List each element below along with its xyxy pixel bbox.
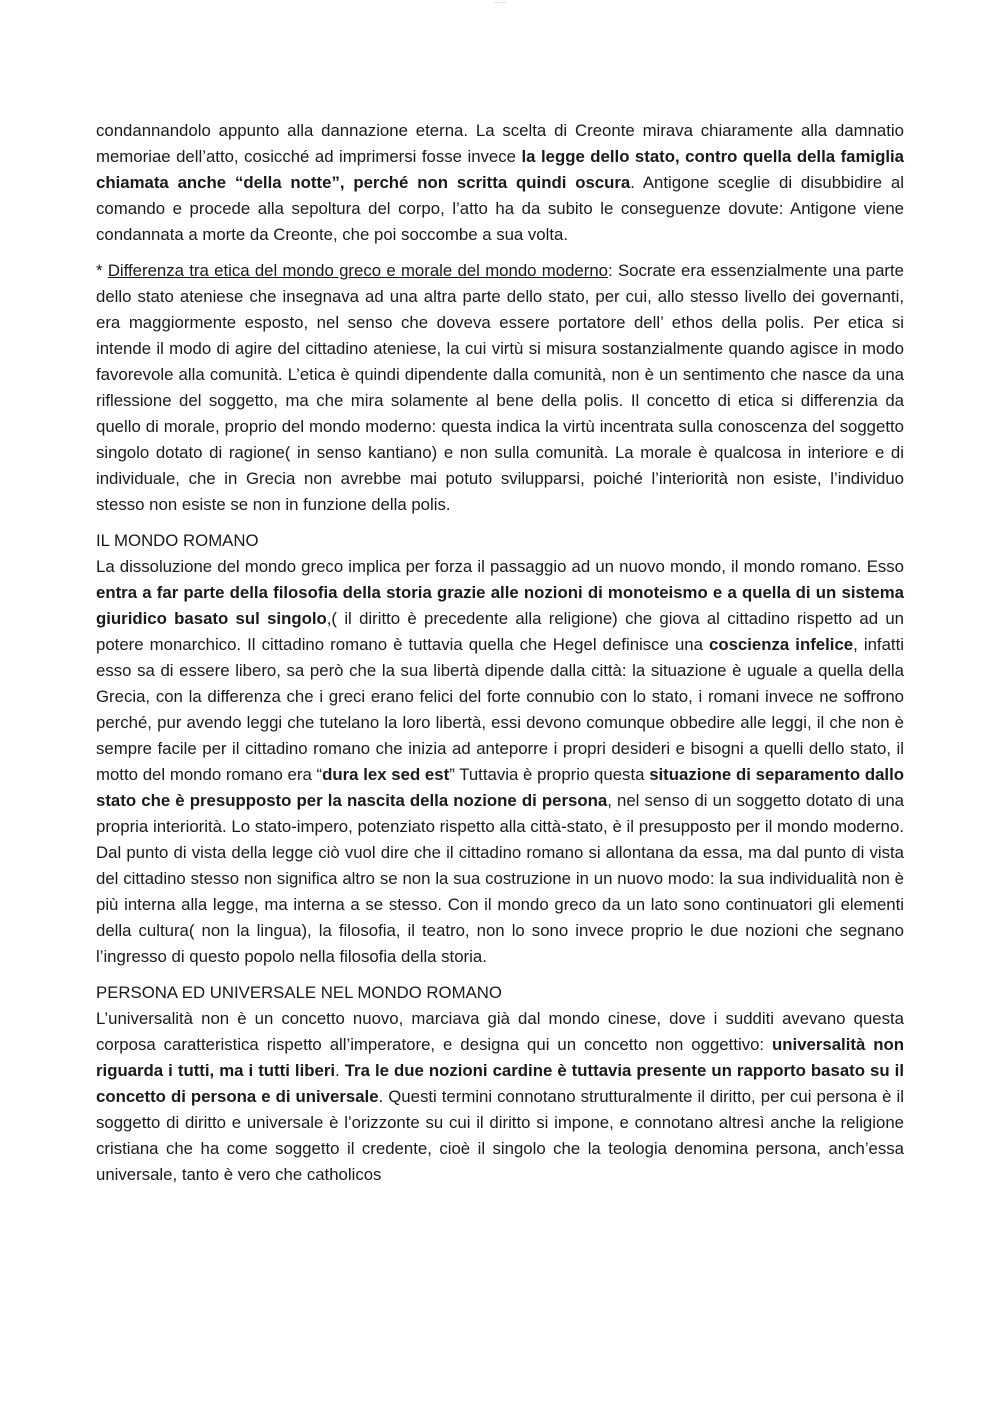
text-run: ” Tuttavia è proprio questa: [449, 765, 650, 784]
text-run: La dissoluzione del mondo greco implica per forza il passaggio ad un nuovo mondo, il mondo romano. Esso: [96, 557, 904, 576]
section-heading-persona-universale: PERSONA ED UNIVERSALE NEL MONDO ROMANO: [96, 983, 502, 1002]
text-run: , infatti esso sa di essere libero, sa però che la sua libertà dipende dalla città: la situazione è uguale a quella della Grecia, con la differenza che i greci erano felici del forte connubio con lo stato, i romani invece ne soffrono perché, pur avendo leggi che tutelano la loro libertà, essi devono comunque obbedire alle leggi, il che non è sempre facile per il cittadino romano che inizia ad anteporre i propri desideri e bisogni a quelli dello stato, il motto del mondo romano era “: [96, 635, 904, 784]
document-body: [96, 118, 904, 1188]
underlined-run: Differenza tra etica del mondo greco e morale del mondo moderno: [107, 261, 609, 280]
header-mark: — —: [494, 0, 506, 6]
bold-run: universalità non riguarda i tutti, ma i tutti liberi: [96, 1035, 905, 1080]
text-run: . Questi termini connotano strutturalmente il diritto, per cui persona è il soggetto di diritto e universale è l’orizzonte su cui il diritto si impone, e connotano altresì anche la religione cristiana che ha come soggetto il credente, cioè il singolo che la teologia denomina persona, anch’essa universale, tanto è vero che catholicos: [96, 1087, 904, 1184]
paragraph-persona-universale: [96, 1006, 904, 1188]
text-run: . Antigone sceglie di disubbidire al comando e procede alla sepoltura del corpo, l’atto ha da subito le conseguenze dovute: Antigone viene condannata a morte da Creonte, che poi soccombe a sua volta.: [96, 173, 904, 244]
paragraph-etica-morale: [96, 258, 904, 518]
paragraph-mondo-romano: [96, 554, 904, 970]
bullet-star: *: [96, 261, 108, 280]
paragraph-antigone: [96, 118, 904, 248]
bold-run: dura lex sed est: [322, 765, 450, 784]
text-run: .: [335, 1061, 345, 1080]
bold-run: situazione di separamento dallo stato che è presupposto per la nascita della nozione di persona: [96, 765, 904, 810]
bold-run: entra a far parte della filosofia della storia grazie alle nozioni di monoteismo e a quella di un sistema giuridico basato sul singolo: [96, 583, 904, 628]
text-run: L’universalità non è un concetto nuovo, marciava già dal mondo cinese, dove i sudditi avevano questa corposa caratteristica rispetto all’imperatore, e designa qui un concetto non oggettivo:: [96, 1009, 904, 1054]
section-heading-mondo-romano: IL MONDO ROMANO: [96, 531, 259, 550]
text-run: : Socrate era essenzialmente una parte dello stato ateniese che insegnava ad una altra parte dello stato, per cui, allo stesso livello dei governanti, era maggiormente esposto, nel senso che doveva essere portatore dell’ ethos della polis. Per etica si intende il modo di agire del cittadino ateniese, la cui virtù si misura sostanzialmente quando agisce in modo favorevole alla comunità. L’etica è quindi dipendente dalla comunità, non è un sentimento che nasce da una riflessione del soggetto, ma che mira solamente al bene della polis. Il concetto di etica si differenzia da quello di morale, proprio del mondo moderno: questa indica la virtù incentrata sulla conoscenza del soggetto singolo dotato di ragione( in senso kantiano) e non sulla comunità. La morale è qualcosa in interiore e di individuale, che in Grecia non avrebbe mai potuto svilupparsi, poiché l’interiorità non esiste, l’individuo stesso non esiste se non in funzione della polis.: [96, 261, 904, 514]
text-run: , nel senso di un soggetto dotato di una propria interiorità. Lo stato-impero, potenziato rispetto alla città-stato, è il presupposto per il mondo moderno. Dal punto di vista della legge ciò vuol dire che il cittadino romano si allontana da essa, ma dal punto di vista del cittadino stesso non significa altro se non la sua costruzione in un nuovo modo: la sua individualità non è più interna alla legge, ma interna a se stesso. Con il mondo greco da un lato sono continuatori gli elementi della cultura( non la lingua), la filosofia, il teatro, non lo sono invece proprio le due nozioni che segnano l’ingresso di questo popolo nella filosofia della storia.: [96, 791, 905, 966]
bold-run: coscienza infelice: [709, 635, 854, 654]
bold-run: la legge dello stato, contro quella della famiglia chiamata anche “della notte”, perché non scritta quindi oscura: [96, 147, 904, 192]
bold-run: Tra le due nozioni cardine è tuttavia presente un rapporto basato su il concetto di persona e di universale: [96, 1061, 904, 1106]
text-run: condannandolo appunto alla dannazione eterna. La scelta di Creonte mirava chiaramente alla damnatio memoriae dell’atto, cosicché ad imprimersi fosse invece: [96, 121, 904, 166]
text-run: ,( il diritto è precedente alla religione) che giova al cittadino rispetto ad un potere monarchico. Il cittadino romano è tuttavia quella che Hegel definisce una: [96, 609, 904, 654]
